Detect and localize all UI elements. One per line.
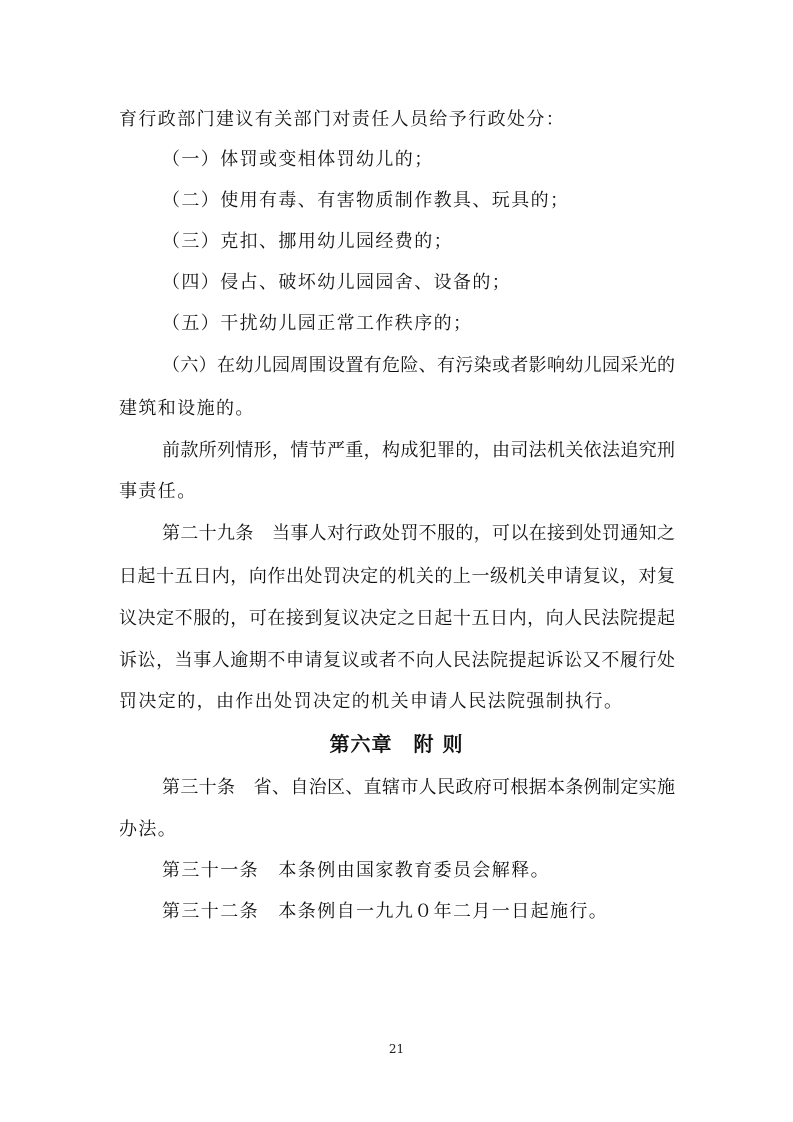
text-line: 前款所列情形，情节严重，构成犯罪的，由司法机关依法追究刑 bbox=[162, 440, 675, 461]
article-29-line: 议决定不服的，可在接到复议决定之日起十五日内，向人民法院提起 bbox=[119, 608, 675, 629]
article-32-line: 第三十二条 本条例自一九九０年二月一日起施行。 bbox=[162, 901, 609, 922]
article-30-line: 办法。 bbox=[119, 819, 178, 840]
list-item: （六）在幼儿园周围设置有危险、有污染或者影响幼儿园采光的 bbox=[162, 355, 675, 376]
list-item: （五）干扰幼儿园正常工作秩序的； bbox=[162, 313, 473, 334]
list-item: （一）体罚或变相体罚幼儿的； bbox=[162, 149, 434, 170]
chapter-heading: 第六章 附 则 bbox=[329, 732, 464, 756]
list-item: （二）使用有毒、有害物质制作教具、玩具的； bbox=[162, 190, 570, 211]
page-number: 21 bbox=[388, 1042, 405, 1056]
article-31-line: 第三十一条 本条例由国家教育委员会解释。 bbox=[162, 860, 550, 881]
text-line: 事责任。 bbox=[119, 481, 197, 502]
article-29-line: 日起十五日内，向作出处罚决定的机关的上一级机关申请复议，对复 bbox=[119, 566, 675, 587]
article-29-line: 诉讼，当事人逾期不申请复议或者不向人民法院提起诉讼又不履行处 bbox=[119, 650, 675, 671]
article-29-line: 罚决定的，由作出处罚决定的机关申请人民法院强制执行。 bbox=[119, 691, 624, 712]
list-item: （三）克扣、挪用幼儿园经费的； bbox=[162, 231, 453, 252]
article-30-line: 第三十条 省、自治区、直辖市人民政府可根据本条例制定实施 bbox=[162, 777, 675, 798]
list-item: （四）侵占、破坏幼儿园园舍、设备的； bbox=[162, 272, 512, 293]
text-line: 育行政部门建议有关部门对责任人员给予行政处分： bbox=[119, 109, 566, 130]
text-line: 建筑和设施的。 bbox=[119, 398, 255, 419]
article-29-line: 第二十九条 当事人对行政处罚不服的，可以在接到处罚通知之 bbox=[162, 523, 675, 544]
